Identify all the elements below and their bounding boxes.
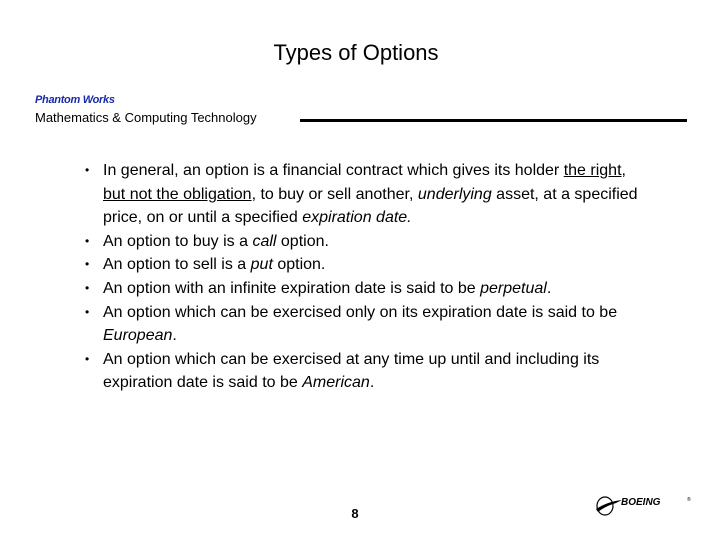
bullet-text: In general, an option is a financial contract which gives its holder <box>103 162 564 179</box>
bullet-text: put <box>250 256 273 274</box>
bullet-text: but not the obligation <box>103 185 252 203</box>
bullet-text: underlying <box>417 185 492 203</box>
bullet-text: expiration date. <box>302 209 412 227</box>
bullet-marker: • <box>85 257 90 272</box>
bullet-text: An option which can be exercised only on its expiration date is said to be <box>103 303 618 321</box>
bullet-text: . <box>546 279 552 297</box>
bullet-item <box>85 159 645 230</box>
bullet-text: call <box>252 232 277 250</box>
bullet-text: perpetual <box>480 279 547 297</box>
bullet-text: asset, at a specified price, on or until a specified <box>103 185 638 227</box>
division-name: Mathematics & Computing Technology <box>35 110 257 125</box>
bullet-text: option. <box>272 256 326 274</box>
bullet-text: An option to buy is a <box>103 232 253 250</box>
bullet-item <box>85 277 645 301</box>
bullet-text: An option to sell is a <box>103 256 251 274</box>
bullet-marker: • <box>85 304 90 319</box>
bullet-item <box>85 348 645 395</box>
boeing-logo <box>594 492 694 518</box>
boeing-symbol-icon <box>596 497 622 515</box>
registered-mark: ® <box>687 497 691 503</box>
bullet-item <box>85 230 645 254</box>
bullet-marker: • <box>85 351 90 366</box>
bullet-item <box>85 301 645 348</box>
bullet-item <box>85 253 645 277</box>
bullet-text: An option which can be exercised at any time up until and including its expiration date is said to be <box>103 350 600 392</box>
bullet-text: European <box>103 327 173 345</box>
bullet-text: An option with an infinite expiration date is said to be <box>103 279 481 297</box>
bullet-text: option. <box>276 232 329 250</box>
bullet-marker: • <box>85 163 90 177</box>
bullet-marker: • <box>85 233 90 248</box>
bullet-text: . <box>369 374 375 392</box>
page-number: 8 <box>351 506 359 521</box>
phantom-works-wordmark: Phantom Works <box>35 94 115 106</box>
bullet-text: , <box>621 162 626 179</box>
boeing-wordmark: BOEING <box>621 497 661 508</box>
bullet-text: the right <box>563 162 622 179</box>
header-rule <box>300 119 687 122</box>
bullet-text: . <box>172 327 177 345</box>
bullet-text: American <box>302 374 370 392</box>
slide-title: Types of Options <box>273 40 439 65</box>
bullet-list <box>85 159 645 395</box>
bullet-marker: • <box>85 280 90 295</box>
bullet-text: , to buy or sell another, <box>251 185 418 203</box>
